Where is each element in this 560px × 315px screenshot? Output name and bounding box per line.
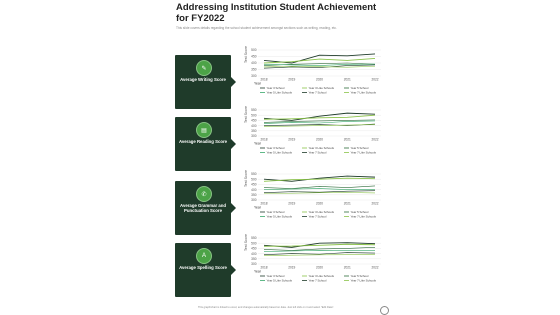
y-tick-label: 550 (251, 236, 257, 241)
chart-grammar (236, 170, 386, 234)
card-label: Average Reading Score (178, 139, 228, 144)
legend-label: Year 3 Like Schools (308, 274, 334, 278)
legend-label: Year 7 Like Schools (350, 150, 376, 155)
grammar-score-card (175, 181, 231, 235)
y-tick-label: 500 (251, 241, 257, 246)
x-tick-label: 2021 (343, 265, 351, 270)
legend-label: Year 5 Like Schools (266, 150, 292, 155)
series-line (264, 254, 375, 255)
series-line (264, 58, 375, 63)
x-axis-title: Year (254, 141, 261, 146)
series-line (264, 121, 375, 124)
series-line (264, 54, 375, 63)
x-tick-label: 2018 (260, 137, 268, 142)
y-axis-title: Test Score (244, 106, 248, 123)
legend-label: Year 5 Like Schools (266, 90, 292, 95)
series-line (264, 186, 375, 189)
x-tick-label: 2018 (260, 77, 268, 82)
y-tick-label: 300 (251, 134, 257, 139)
legend-label: Year 3 School (266, 146, 285, 150)
card-label: Average Grammar and Punctuation Score (180, 203, 226, 214)
x-tick-label: 2021 (343, 77, 351, 82)
legend-label: Year 3 School (266, 210, 285, 214)
slide-page (158, 0, 402, 315)
y-tick-label: 450 (251, 118, 257, 123)
y-tick-label: 450 (251, 54, 257, 59)
legend-label: Year 7 School (308, 90, 327, 95)
series-line (264, 66, 375, 67)
y-axis-title: Test Score (244, 234, 248, 251)
y-tick-label: 300 (251, 262, 257, 267)
x-tick-label: 2022 (371, 265, 379, 270)
line-chart (236, 170, 386, 234)
legend-label: Year 5 Like Schools (266, 278, 292, 283)
legend-label: Year 3 School (266, 86, 285, 90)
line-chart (236, 106, 386, 170)
page-circle-icon (380, 306, 389, 315)
y-tick-label: 500 (251, 48, 257, 53)
series-line (264, 244, 375, 246)
y-axis-title: Test Score (244, 170, 248, 187)
x-tick-label: 2020 (315, 137, 324, 142)
legend-label: Year 7 School (308, 278, 327, 283)
x-tick-label: 2021 (343, 137, 351, 142)
legend-label: Year 7 Like Schools (350, 90, 376, 95)
chart-spelling (236, 234, 386, 298)
series-line (264, 250, 375, 251)
y-tick-label: 400 (251, 251, 257, 256)
y-tick-label: 450 (251, 182, 257, 187)
x-tick-label: 2018 (260, 265, 268, 270)
x-tick-label: 2020 (315, 265, 324, 270)
spelling-score-card (175, 243, 231, 297)
y-tick-label: 300 (251, 198, 257, 203)
legend-label: Year 5 Like Schools (266, 214, 292, 219)
y-tick-label: 500 (251, 177, 257, 182)
legend-label: Year 3 Like Schools (308, 146, 334, 150)
x-tick-label: 2018 (260, 201, 268, 206)
x-axis-title: Year (254, 205, 261, 210)
x-tick-label: 2019 (288, 137, 296, 142)
y-tick-label: 550 (251, 108, 257, 113)
x-tick-label: 2019 (288, 201, 296, 206)
legend-label: Year 5 School (350, 146, 369, 150)
x-tick-label: 2020 (315, 201, 324, 206)
line-chart (236, 234, 386, 298)
legend-label: Year 3 Like Schools (308, 210, 334, 214)
y-tick-label: 350 (251, 67, 257, 72)
legend-label: Year 3 School (266, 274, 285, 278)
x-tick-label: 2020 (315, 77, 324, 82)
book-icon: ▤ (196, 122, 212, 138)
x-tick-label: 2022 (371, 201, 379, 206)
chat-icon: ✆ (196, 186, 212, 202)
abc-icon: A (196, 248, 212, 264)
x-tick-label: 2019 (288, 265, 296, 270)
writing-score-card (175, 55, 231, 109)
legend-label: Year 7 School (308, 214, 327, 219)
y-tick-label: 350 (251, 257, 257, 261)
x-tick-label: 2022 (371, 77, 379, 82)
x-axis-title: Year (254, 81, 261, 86)
page-title: Addressing Institution Student Achievement for FY2022 (176, 2, 377, 24)
legend-label: Year 7 School (308, 150, 327, 155)
y-tick-label: 400 (251, 61, 257, 66)
legend-label: Year 3 Like Schools (308, 86, 334, 90)
x-tick-label: 2021 (343, 201, 351, 206)
y-tick-label: 350 (251, 193, 257, 197)
y-tick-label: 400 (251, 187, 257, 192)
page-subtitle: This slide covers details regarding the school student achievement amongst sections such as writing, reading, etc. (176, 26, 337, 30)
legend-label: Year 5 School (350, 274, 369, 278)
y-tick-label: 550 (251, 172, 257, 177)
legend-label: Year 7 Like Schools (350, 278, 376, 283)
x-tick-label: 2019 (288, 77, 296, 82)
series-line (264, 193, 375, 194)
pencil-icon: ✎ (196, 60, 212, 76)
series-line (264, 247, 375, 250)
legend-label: Year 5 School (350, 86, 369, 90)
legend-label: Year 5 School (350, 210, 369, 214)
chart-reading (236, 106, 386, 170)
y-tick-label: 400 (251, 123, 257, 128)
y-tick-label: 450 (251, 246, 257, 251)
y-axis-title: Test Score (244, 46, 248, 63)
x-axis-title: Year (254, 269, 261, 274)
card-label: Average Writing Score (180, 77, 226, 82)
footer-note: This graph/chart is linked to excel, and changes automatically based on data. Just left click on it and select "Edit Data". (198, 306, 335, 309)
y-tick-label: 500 (251, 113, 257, 118)
legend-label: Year 7 Like Schools (350, 214, 376, 219)
reading-score-card (175, 117, 231, 171)
y-tick-label: 350 (251, 129, 257, 133)
card-label: Average Spelling Score (179, 265, 227, 270)
x-tick-label: 2022 (371, 137, 379, 142)
y-tick-label: 300 (251, 74, 257, 79)
